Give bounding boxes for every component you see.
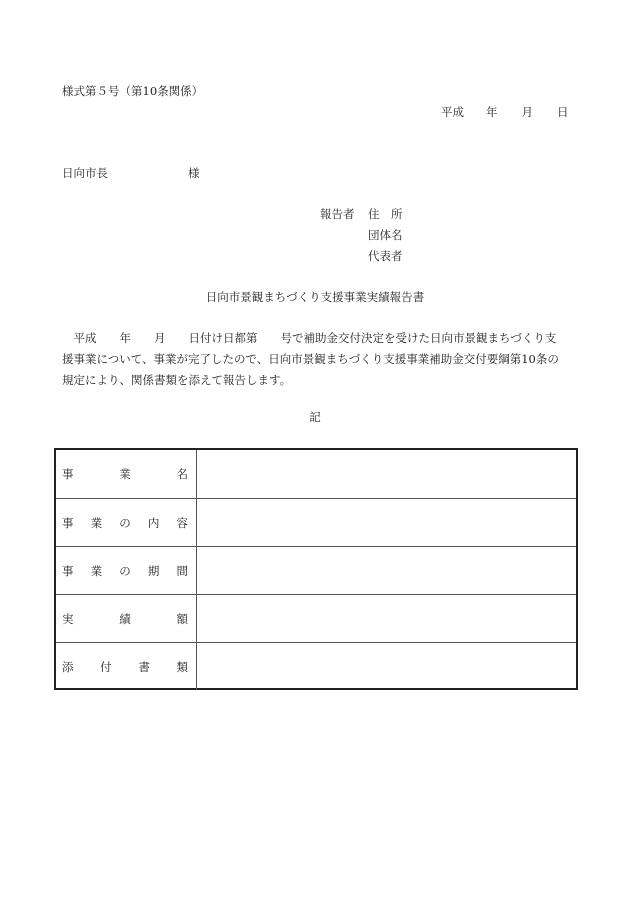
date-day: 日: [557, 105, 569, 119]
row-label-char: 内: [147, 515, 160, 530]
row-label-char: 事: [62, 467, 74, 481]
table-row: [56, 594, 576, 642]
row-label-char: 業: [90, 515, 103, 530]
date-year: 年: [486, 105, 498, 119]
row-label-char: 付: [100, 659, 112, 674]
row-label-char: の: [119, 515, 131, 530]
row-label-char: 期: [147, 563, 160, 578]
row-value[interactable]: [197, 643, 576, 690]
table-row: [56, 450, 576, 498]
date-era: 平成: [441, 105, 464, 119]
body-line: 援事業について、事業が完了したので、日向市景観まちづくり支援事業補助金交付要綱第10条の: [62, 352, 559, 366]
row-label-char: 添: [62, 659, 74, 674]
table-row: [56, 498, 576, 546]
row-label-char: 容: [176, 515, 188, 530]
row-label-char: 名: [176, 467, 188, 481]
row-label-char: 実: [62, 611, 74, 626]
date-month: 月: [521, 105, 533, 119]
row-label: [56, 595, 197, 642]
row-label-char: 事: [62, 515, 74, 530]
row-label-char: 間: [176, 563, 188, 578]
form-number: 様式第５号（第10条関係）: [62, 84, 204, 98]
row-label-char: 業: [119, 467, 131, 481]
addressee-honorific: 様: [188, 166, 200, 180]
row-value[interactable]: [197, 450, 576, 498]
row-label: [56, 643, 197, 690]
row-value[interactable]: [197, 499, 576, 546]
row-label: [56, 499, 197, 546]
row-value[interactable]: [197, 595, 576, 642]
row-label-char: 績: [119, 611, 131, 626]
body-text: [62, 328, 578, 391]
document-title: 日向市景観まちづくり支援事業実績報告書: [205, 290, 425, 304]
row-label-char: 類: [176, 659, 188, 674]
detail-table: [54, 448, 578, 690]
reporter-org-label: 団体名: [368, 228, 403, 242]
row-label-char: 業: [90, 563, 103, 578]
row-value[interactable]: [197, 547, 576, 594]
row-label-char: 額: [176, 611, 188, 626]
table-row: [56, 642, 576, 690]
reporter-label: 報告者: [320, 207, 355, 221]
reporter-representative-label: 代表者: [368, 249, 403, 263]
body-line: 平成 年 月 日付け日都第 号で補助金交付決定を受けた日向市景観まちづくり支: [62, 331, 557, 345]
row-label-char: 書: [138, 659, 150, 674]
ki-heading: 記: [309, 410, 321, 424]
row-label-char: の: [119, 563, 131, 578]
addressee: [62, 168, 200, 180]
row-label: [56, 450, 197, 498]
reporter-address-label: 住 所: [368, 207, 403, 221]
body-line: 規定により、関係書類を添えて報告します。: [62, 373, 292, 387]
row-label: [56, 547, 197, 594]
addressee-name: 日向市長: [62, 166, 108, 180]
row-label-char: 事: [62, 563, 74, 578]
table-row: [56, 546, 576, 594]
date-line: [441, 107, 569, 119]
